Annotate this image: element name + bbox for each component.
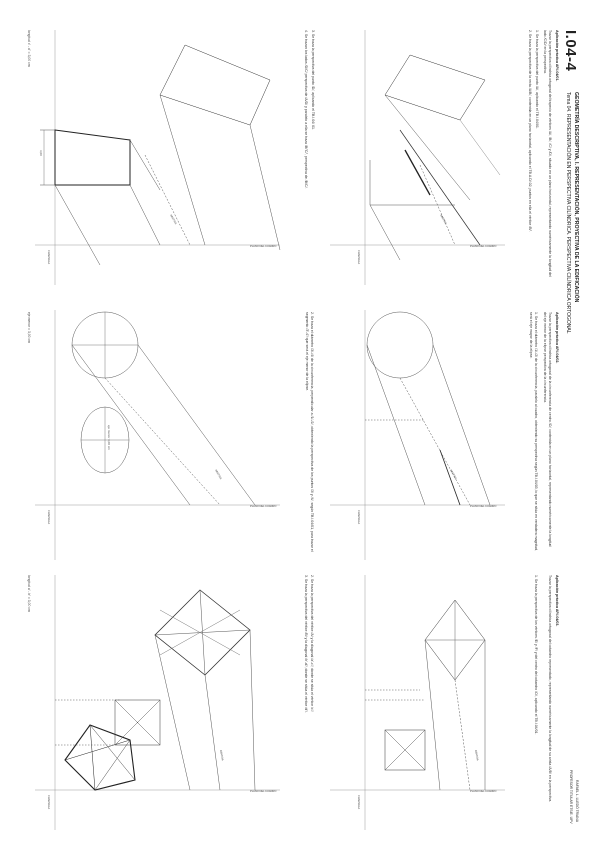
col3-bottom-plane-label: PLANO DEL CUADRO: [250, 790, 277, 793]
col1-top-hinge-label: CHARNELA: [357, 250, 360, 265]
col1-bottom-figure: [35, 30, 280, 285]
col2-measure-label: eje menor 3,00 cm: [107, 425, 111, 450]
col3-bottom-figure: [35, 575, 280, 830]
col2-top-hinge-label: CHARNELA: [357, 510, 360, 525]
sheet-code: I.04-4: [562, 30, 579, 72]
col3-application-title: Aplicación práctica AP.I.04/03.: [555, 575, 559, 627]
col3-step-3: 3. Se traza la perspectiva del vértice /B/ y la diagonal /b'-d'/, donde se sitúa el vértice /d'/.: [304, 575, 308, 713]
col3-bottom-rotated-label: ABATIDA: [219, 749, 224, 761]
col1-step-2: 2. Se traza la perspectiva de la recta /A/B/, contenida en un plano horizontal, aplicando el TB.A.D/.02, puntos en ella el vértice /B/'.: [528, 30, 532, 233]
col2-bottom-figure: [35, 310, 280, 560]
col2-scale-note: eje menor = 3,00 cm: [27, 312, 31, 344]
col1-top-plane-label: PLANO DEL CUADRO: [470, 245, 497, 248]
col1-bottom-hinge-label: CHARNELA: [47, 250, 50, 265]
col1-bottom-rotated-label: ABATIDA: [169, 214, 178, 225]
col2-step-1: 1. Se traza el diámetro /1/-/2/ de la circunferencia, paralelo al cuadro, obteniendo su perspectiva según TB.I.04/03, lo que se sitúa en verdadera magnitud, será el eje mayor de la elipse.: [529, 312, 538, 552]
col2-application-title: Aplicación práctica AP.I.04/02.: [555, 312, 559, 364]
col1-measure-label: 3,00: [39, 150, 43, 156]
col1-scale-note: longitud c' - d' = 3,00 cm: [27, 30, 31, 67]
col1-application-title: Aplicación práctica AP.I.04/01.: [555, 30, 559, 82]
col1-application-text: Trazar la perspectiva cilíndrica ortogonal del trapecio de vértices /A/, /B/, /C/ y /D/, situado en un plano horizontal, representando numéricamente la longitud del lado /C/D/ en la perspectiva.: [543, 30, 552, 277]
col3-step-2: 2. Se traza la perspectiva del vértice /A/ y la diagonal /a'-c'/, donde se sitúa el vértice /c'/.: [310, 575, 314, 713]
col3-step-1: 1. Se traza la perspectiva de los vértices /E/ y /F/ y del centro del octaedro /O/, aplicando el TB.I.04/01.: [534, 575, 538, 735]
col1-step-1: 1. Se traza la perspectiva del punto /A/, aplicando el TB.I.04/01.: [535, 30, 539, 129]
col2-top-rotated-label: ABATIDA: [449, 469, 458, 480]
col2-top-plane-label: PLANO DEL CUADRO: [470, 505, 497, 508]
col1-step-3: 3. Se traza la perspectiva del punto /D/, aplicando el TB.I.04/ 01.: [311, 30, 315, 130]
col1-bottom-plane-label: PLANO DEL CUADRO: [250, 245, 277, 248]
col3-top-hinge-label: CHARNELA: [357, 795, 360, 810]
col3-top-rotated-label: ABATIDA: [474, 749, 479, 761]
col1-top-rotated-label: ABATIDA: [439, 214, 448, 225]
author-name: RAFAEL L. LLEDÓ TRIANA: [575, 780, 579, 823]
col3-bottom-hinge-label: CHARNELA: [47, 795, 50, 810]
col3-scale-note: longitud a' - b' = 3,00 cm: [27, 575, 31, 612]
col2-bottom-hinge-label: CHARNELA: [47, 510, 50, 525]
col2-step-2: 2. Se traza el diámetro /3/-/4/ de la circunferencia, perpendicular a /1/-/2/, obteniendo la perspectiva de los puntos /3/ y /4/, según TB.I.04/01, para trazar el segmento /3'-4'/ que será el eje menor de la elipse.: [305, 312, 314, 552]
col2-bottom-rotated-label: ABATIDA: [214, 469, 223, 480]
author-position: PROFESOR TITULAR ETSIE. UPV: [569, 770, 573, 824]
col3-application-text: Trazar la perspectiva cilíndrica ortogonal del octaedro representado, representando numéricamente la longitud de su arista /A/B/ en la perspectiva.: [548, 575, 552, 803]
sheet-title: GEOMETRÍA DESCRIPTIVA, I. REPRESENTACIÓN, PROYECTIVA DE LA EDIFICACIÓN: [573, 92, 579, 303]
col2-bottom-plane-label: PLANO DEL CUADRO: [250, 505, 277, 508]
col1-step-4: 4. Se trazan los lados /D/C/ perspectiva de /A/D/ y paralelo a ella se traza /B/'C/', perspectiva de /B/C/.: [304, 30, 308, 189]
col2-application-text: Trazar la perspectiva cilíndrica ortogonal de la circunferencia de centro /O/, contenida en un plano horizontal, representando numéricamente la longitud del eje menor de la elipse perspectiva de la circunferencia.: [543, 312, 552, 547]
col3-top-plane-label: PLANO DEL CUADRO: [470, 790, 497, 793]
sheet-subtitle: Tema 04. REPRESENTACIÓN EN PERSPECTIVA CILÍNDRICA. PERSPECTIVA CILÍNDRICA ORTOGONAL: [565, 92, 571, 334]
